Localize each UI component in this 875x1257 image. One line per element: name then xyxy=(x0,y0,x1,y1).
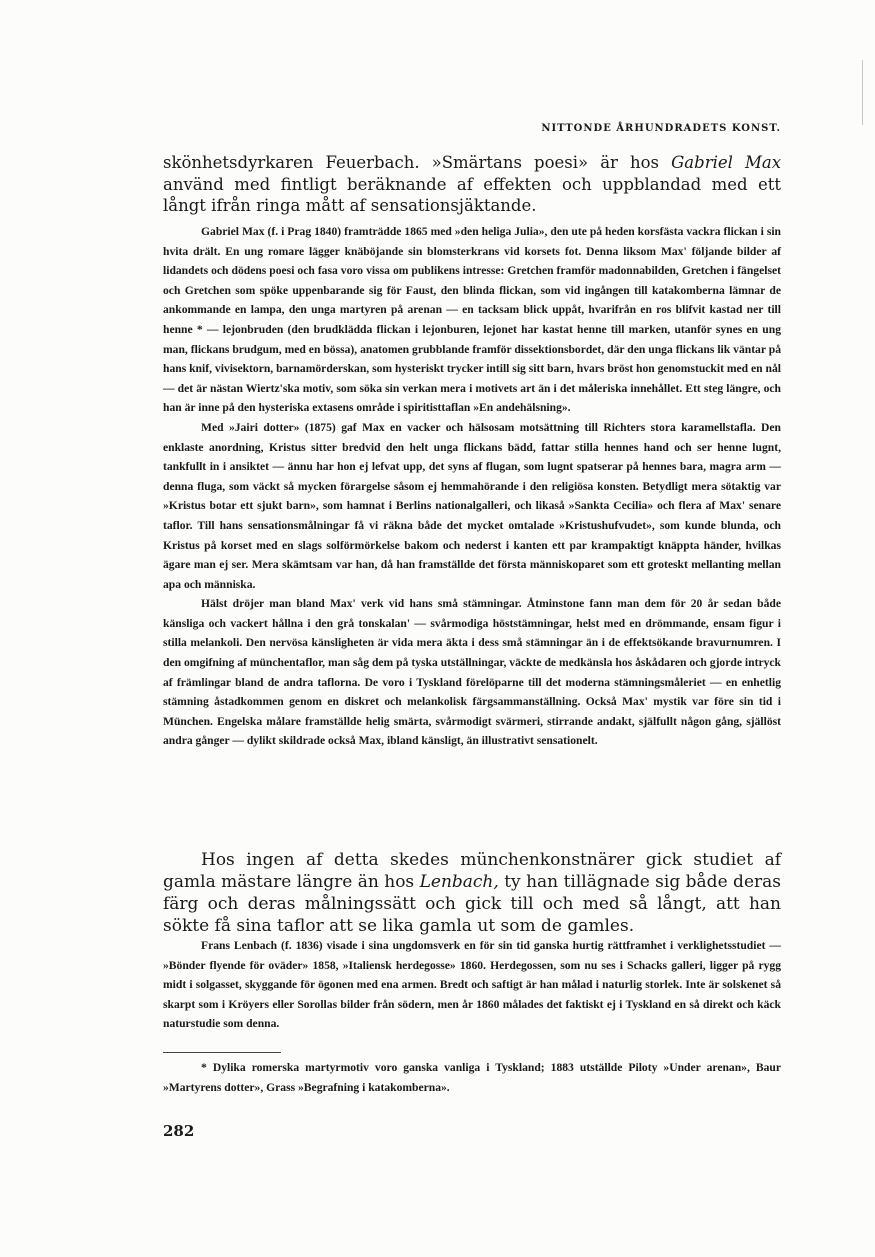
paragraph-max-biography: Gabriel Max (f. i Prag 1840) framträdde 1865 med »den heliga Julia», den ute på heden korsfästa vackra flickan i sin hvita drält. En ung romare lägger knäböjande sin blomsterkrans vid korsets fot. Denna liksom Max' följande bilder af lidandets och dödens poesi och fasa voro vissa om publikens intresse: Gretchen framför madonnabilden, Gretchen i fängelset och Gretchen som spöke uppenbarande sig för Faust, den blinda flickan, som vid ingången till katakomberna lämnar de ankommande en lampa, den unga martyren på arenan — en tacksam blick uppåt, hvarifrån en ros blifvit kastad ner till henne * — lejonbruden (den brudklädda flickan i lejonburen, lejonet har kastat henne till marken, utanför synes en ung man, flickans brudgum, med en bössa), anatomen grubblande framför dissektionsbordet, där den unga flickans lik väntar på hans knif, vivisektorn, barnamörderskan, som hysteriskt trycker intill sig sitt barn, hvars bröst hon genomstuckit med en nål — det är nästan Wiertz'ska motiv, som söka sin verkan mera i motivets art än i det måleriska innehållet. Ett steg längre, och han är inne på den hysteriska extasens område i spiritisttaflan »En andehälsning». xyxy=(163,225,781,415)
lenbach-paragraph xyxy=(163,849,781,937)
paragraph-lenbach-biography: Frans Lenbach (f. 1836) visade i sina ungdomsverk en för sin tid ganska hurtig rättframhet i verklighetsstudiet — »Bönder flyende för oväder» 1858, »Italiensk herdegosse» 1860. Herdegossen, som nu ses i Schacks galleri, ligger på rygg midt i solgasset, skyggande för ögonen med ena armen. Bredt och saftigt är han målad i naturlig storlek. Inte är solskenet så skarpt som i Kröyers eller Sorollas bilder från södern, men år 1860 målades det faktiskt ej i Tyskland en så direkt och käck naturstudie som denna. xyxy=(163,939,781,1031)
intro-text-after: använd med fintligt beräknande af effekten och uppblandad med ett långt ifrån ringa mått af sensationsjäktande. xyxy=(163,174,781,215)
paragraph-jairi-dotter: Med »Jairi dotter» (1875) gaf Max en vacker och hälsosam motsättning till Richters stora karamellstafla. Den enklaste anordning, Kristus sitter bredvid den helt unga flickans bädd, fattar stilla hennes hand och ser henne lugnt, tankfullt in i ansiktet — ännu har hon ej lefvat upp, det syns af flugan, som lugnt spatserar på hennes bara, magra arm — denna fluga, som väckt så mycken förargelse såsom ej hemmahörande i den religiösa konsten. Betydligt mera sötaktig var »Kristus botar ett sjukt barn», som hamnat i Berlins nationalgalleri, och likaså »Sankta Cecilia» och flera af Max' senare taflor. Till hans sensationsmålningar få vi räkna både det mycket omtalade »Kristushufvudet», som kunde blunda, och Kristus på korset med en slags solförmörkelse bakom och nederst i kanten ett par krampaktigt knäppta händer, hvilkas ägare man ej ser. Mera skämtsam var han, då han framställde det första människoparet som ett groteskt mellanting mellan apa och människa. xyxy=(163,420,781,591)
footnote: * Dylika romerska martyrmotiv voro ganska vanliga i Tyskland; 1883 utställde Piloty »Under arenan», Baur »Martyrens dotter», Grass »Begrafning i katakomberna». xyxy=(163,1061,781,1094)
running-head: NITTONDE ÅRHUNDRADETS KONST. xyxy=(541,123,781,134)
lenbach-small-print-section xyxy=(163,936,781,1034)
scan-edge-line xyxy=(862,60,863,125)
lenbach-text-before: Hos ingen af detta skedes münchenkonstnärer gick studiet af gamla mästare längre än hos xyxy=(163,850,781,892)
footnote-divider xyxy=(163,1052,281,1053)
artist-name-max: Gabriel Max xyxy=(671,153,782,172)
lenbach-text-after: ty han tillägnade sig både deras färg och deras målningssätt och gick till och med så långt, att han sökte få sina taflor att se lika gamla ut som de gamles. xyxy=(163,872,781,936)
max-small-print-section xyxy=(163,222,781,751)
paragraph-max-stamningar: Hälst dröjer man bland Max' verk vid hans små stämningar. Åtminstone fann man dem för 20 år sedan både känsliga och vackert hållna i den grå tonskalan' — svårmodiga höststämningar, helst med en drömmande, ensam figur i stilla melankoli. Den nervösa känsligheten är vida mera äkta i dess små stämningar än i de effektsökande bravurnumren. I den omgifning af münchentaflor, man såg dem på tyska utställningar, väckte de medkänsla hos åskådaren och gjorde intryck af främlingar bland de andra taflorna. De voro i Tyskland förelöparne till det moderna stämningsmåleriet — en enhetlig stämning åstadkommen genom en diskret och melankolisk färgsammanställning. Också Max' mystik var före sin tid i München. Engelska målare framställde helig smärta, svårmodigt svärmeri, stirrande andakt, själfullt någon gång, själlöst andra gånger — dylikt skildrade också Max, ibland känsligt, än illustrativt sensationelt. xyxy=(163,597,781,748)
artist-name-lenbach: Lenbach, xyxy=(419,872,499,892)
intro-text-before: skönhetsdyrkaren Feuerbach. »Smärtans poesi» är hos xyxy=(163,153,672,172)
intro-paragraph xyxy=(163,152,781,217)
page-number: 282 xyxy=(163,1122,195,1140)
